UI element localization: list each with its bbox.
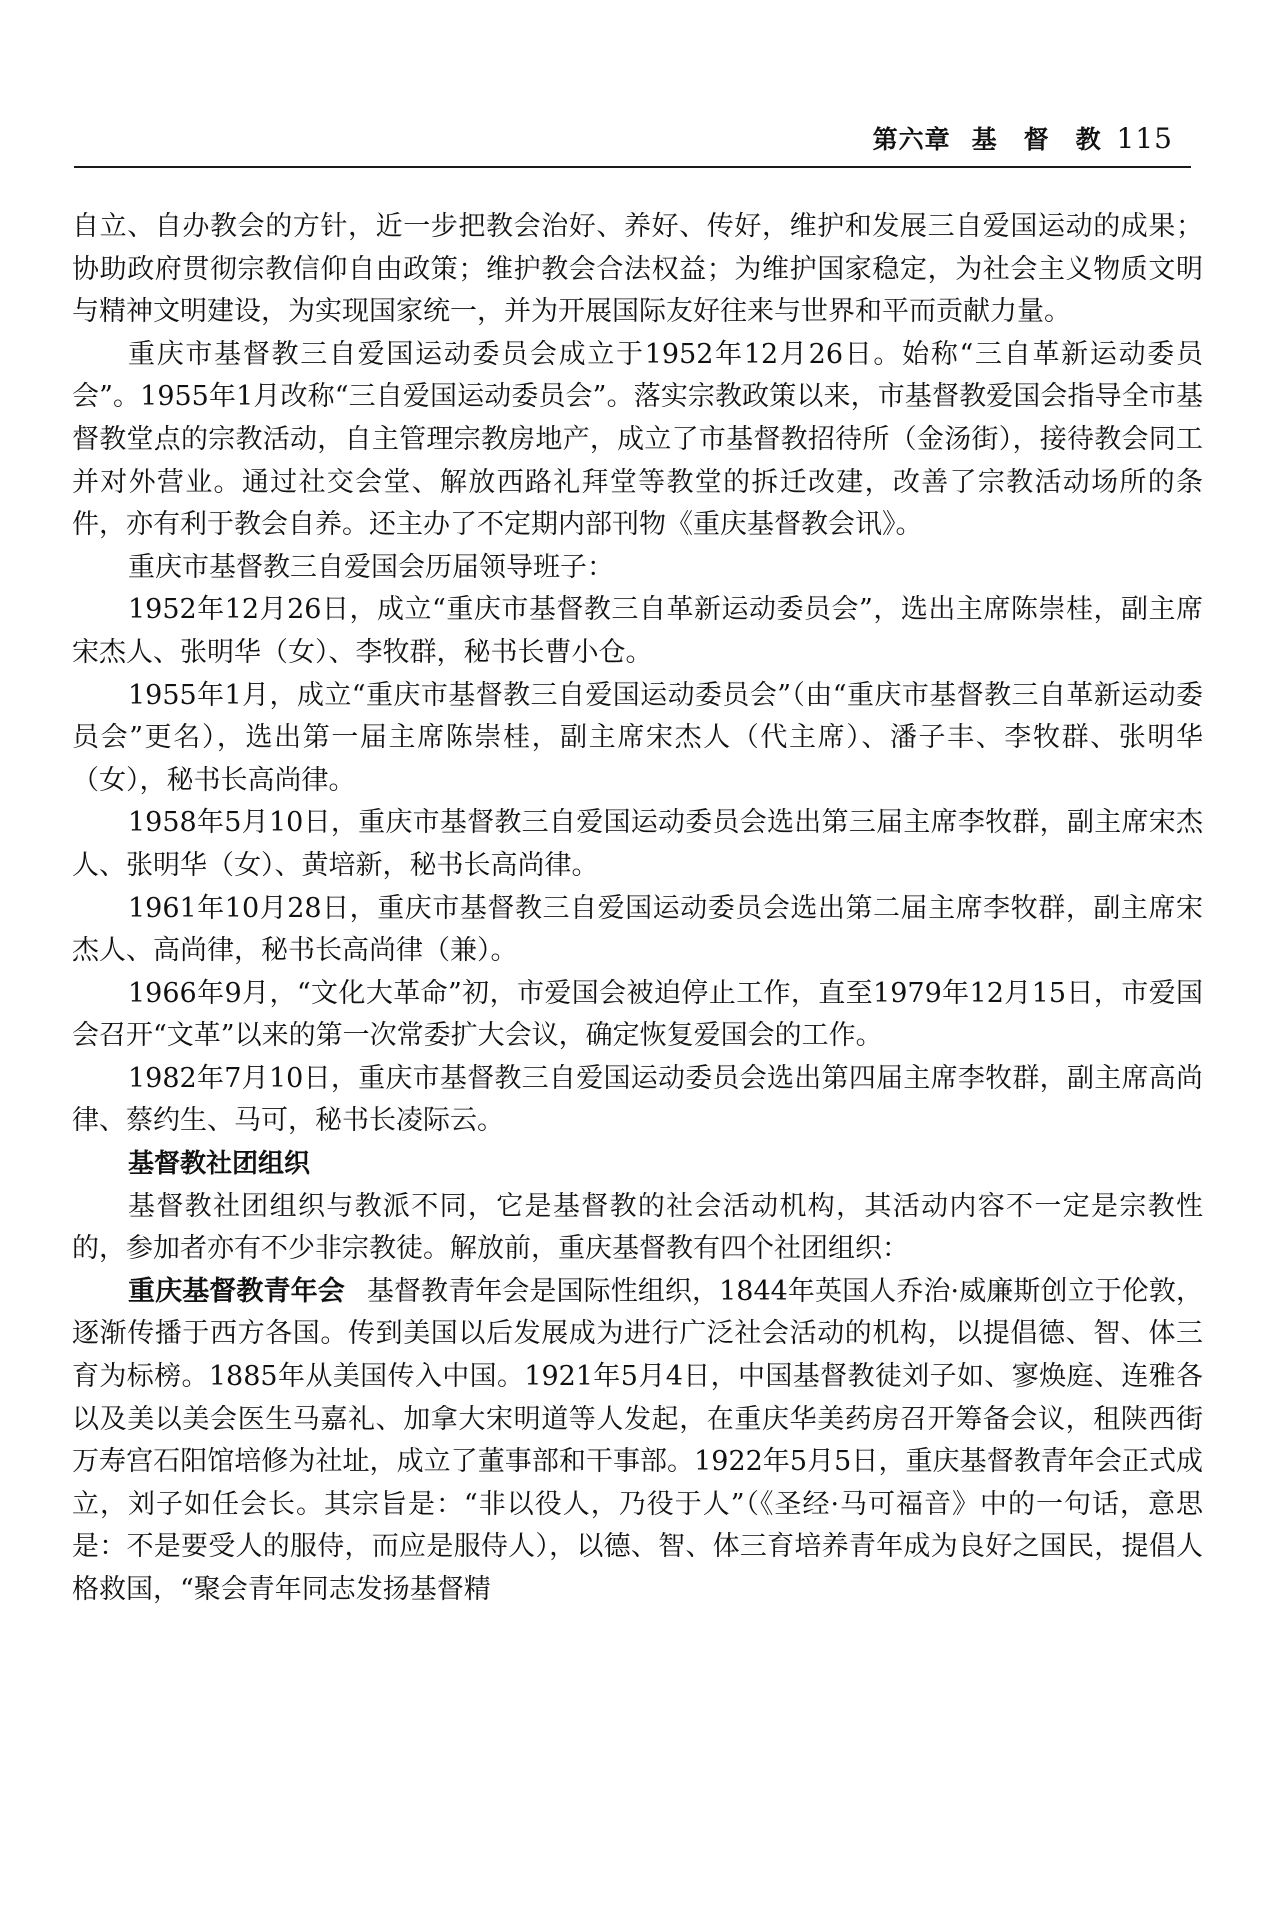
section-heading: 基督教社团组织 (128, 1149, 311, 1180)
section-intro: 基督教社团组织与教派不同，它是基督教的社会活动机构，其活动内容不一定是宗教性的，参加者亦有不少非宗教徒。解放前，重庆基督教有四个社团组织： (72, 1190, 1203, 1265)
ymca-paragraph (72, 1271, 1203, 1612)
page-body (72, 206, 1203, 1845)
ymca-title: 重庆基督教青年会 (128, 1275, 345, 1307)
paragraph: 1952年12月26日，成立“重庆市基督教三自革新运动委员会”，选出主席陈崇桂，副主席宋杰人、张明华（女）、李牧群，秘书长曹小仓。 (72, 594, 1203, 668)
paragraph: 1958年5月10日，重庆市基督教三自爱国运动委员会选出第三届主席李牧群，副主席宋杰人、张明华（女）、黄培新，秘书长高尚律。 (72, 807, 1203, 881)
paragraph: 1961年10月28日，重庆市基督教三自爱国运动委员会选出第二届主席李牧群，副主席宋杰人、高尚律，秘书长高尚律（兼）。 (72, 892, 1203, 967)
paragraph: 自立、自办教会的方针，近一步把教会治好、养好、传好，维护和发展三自爱国运动的成果；协助政府贯彻宗教信仰自由政策；维护教会合法权益；为维护国家稳定，为社会主义物质文明与精神文明建设，为实现国家统一，并为开展国际友好往来与世界和平而贡献力量。 (72, 211, 1203, 328)
chapter-label: 第六章 (872, 125, 951, 154)
page-number: 115 (1116, 122, 1173, 155)
paragraph: 1966年9月，“文化大革命”初，市爱国会被迫停止工作，直至1979年12月15日，市爱国会召开“文革”以来的第一次常委扩大会议，确定恢复爱国会的工作。 (72, 977, 1203, 1052)
paragraph: 重庆市基督教三自爱国会历届领导班子： (128, 551, 614, 583)
ymca-text: 基督教青年会是国际性组织，1844年英国人乔治·威廉斯创立于伦敦，逐渐传播于西方各国。传到美国以后发展成为进行广泛社会活动的机构，以提倡德、智、体三育为标榜。1885年从美国传入中国。1921年5月4日，中国基督教徒刘子如、寥焕庭、连雅各以及美以美会医生马嘉礼、加拿大宋明道等人发起，在重庆华美药房召开筹备会议，租陕西街万寿宫石阳馆培修为社址，成立了董事部和干事部。1922年5月5日，重庆基督教青年会正式成立，刘子如任会长。其宗旨是：“非以役人，乃役于人”（《圣经·马可福音》中的一句话，意思是：不是要受人的服侍，而应是服侍人），以德、智、体三育培养青年成为良好之国民，提倡人格救国，“聚会青年同志发扬基督精 (72, 1275, 1204, 1605)
header-text (873, 120, 1173, 156)
running-header (74, 118, 1191, 168)
paragraph: 1982年7月10日，重庆市基督教三自爱国运动委员会选出第四届主席李牧群，副主席高尚律、蔡约生、马可，秘书长凌际云。 (72, 1062, 1203, 1137)
paragraph: 重庆市基督教三自爱国运动委员会成立于1952年12月26日。始称“三自革新运动委员会”。1955年1月改称“三自爱国运动委员会”。落实宗教政策以来，市基督教爱国会指导全市基督教堂点的宗教活动，自主管理宗教房地产，成立了市基督教招待所（金汤街），接待教会同工并对外营业。通过社交会堂、解放西路礼拜堂等教堂的拆迁改建，改善了宗教活动场所的条件，亦有利于教会自养。还主办了不定期内部刊物《重庆基督教会讯》。 (72, 338, 1203, 541)
section-label: 基 督 教 (971, 125, 1102, 154)
paragraph: 1955年1月，成立“重庆市基督教三自爱国运动委员会”（由“重庆市基督教三自革新运动委员会”更名），选出第一届主席陈崇桂，副主席宋杰人（代主席）、潘子丰、李牧群、张明华（女），秘书长高尚律。 (72, 679, 1203, 796)
